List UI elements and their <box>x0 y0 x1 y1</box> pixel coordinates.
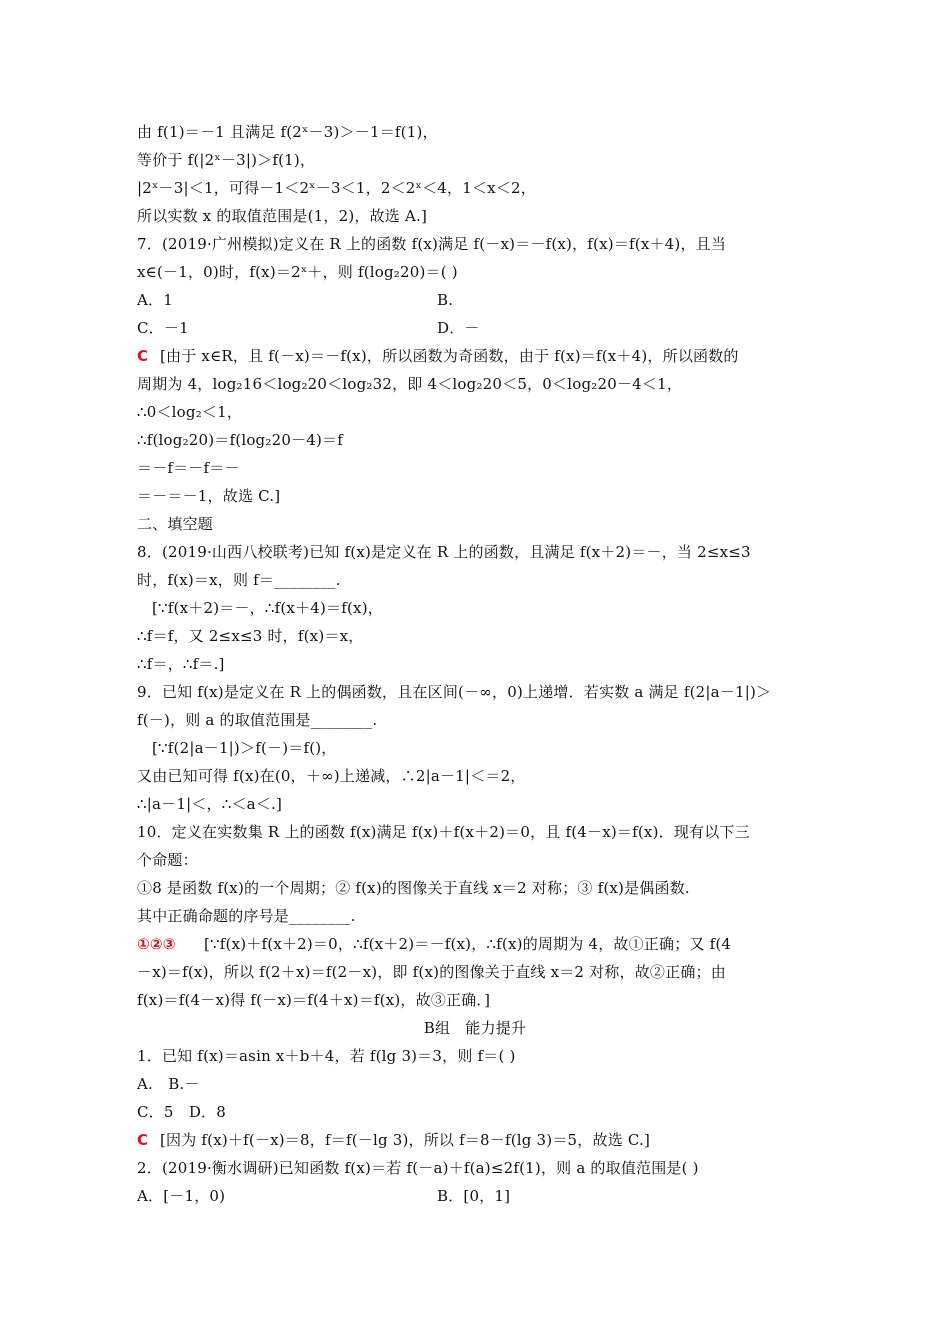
solution-line: ∴|a－1|＜，∴＜a＜.] <box>137 795 283 813</box>
solution-line: [由于 x∈R，且 f(－x)＝－f(x)，所以函数为奇函数，由于 f(x)＝f(x＋4)，所以函数的 <box>160 347 739 365</box>
option-b: B. <box>437 291 454 309</box>
solution-line: ∴f＝f，又 2≤x≤3 时，f(x)＝x， <box>137 627 364 645</box>
question-8: 8．(2019·山西八校联考)已知 f(x)是定义在 R 上的函数，且满足 f(x＋2)＝－，当 2≤x≤3 <box>137 543 751 561</box>
solution-line: －x)＝f(x)，所以 f(2＋x)＝f(2－x)，即 f(x)的图像关于直线 x＝2 对称，故②正确；由 <box>137 963 726 981</box>
solution-line: 又由已知可得 f(x)在(0，＋∞)上递减，∴2|a－1|＜＝2， <box>137 767 526 785</box>
question-7: 7．(2019·广州模拟)定义在 R 上的函数 f(x)满足 f(－x)＝－f(x)，f(x)＝f(x＋4)，且当 <box>137 235 727 253</box>
text-line: |2ˣ－3|＜1，可得－1＜2ˣ－3＜1，2＜2ˣ＜4，1＜x＜2， <box>137 179 536 197</box>
text-line: 个命题： <box>137 851 198 869</box>
solution-line: ＝－f＝－f＝－ <box>137 459 240 477</box>
solution-line: ∴f(log₂20)＝f(log₂20－4)＝f <box>137 431 344 449</box>
solution-line: 周期为 4，log₂16＜log₂20＜log₂32，即 4＜log₂20＜5，0＜log₂20－4＜1， <box>137 375 683 393</box>
option-b: B．[0，1] <box>437 1187 511 1205</box>
solution-line: ∴0＜log₂＜1， <box>137 403 243 421</box>
text-line: 所以实数 x 的取值范围是(1，2)，故选 A.] <box>137 207 428 225</box>
answer-mark: C <box>137 347 149 365</box>
option-cd: C．5 D．8 <box>137 1103 226 1121</box>
solution-line: [∵f(x)＋f(x＋2)＝0，∴f(x＋2)＝－f(x)，∴f(x)的周期为 4，故①正确；又 f(4 <box>204 935 732 953</box>
section-heading: 二、填空题 <box>137 515 214 533</box>
text-line: x∈(－1，0)时，f(x)＝2ˣ＋，则 f(log₂20)＝( ) <box>137 263 458 281</box>
question-9: 9．已知 f(x)是定义在 R 上的偶函数，且在区间(－∞，0)上递增．若实数 a 满足 f(2|a－1|)＞ <box>137 683 772 701</box>
question-b1: 1．已知 f(x)＝asin x＋b＋4，若 f(lg 3)＝3，则 f＝( ) <box>137 1047 516 1065</box>
option-c: C．－1 <box>137 319 189 337</box>
question-b2: 2．(2019·衡水调研)已知函数 f(x)＝若 f(－a)＋f(a)≤2f(1)，则 a 的取值范围是( ) <box>137 1159 699 1177</box>
solution-line: f(x)＝f(4－x)得 f(－x)＝f(4＋x)＝f(x)，故③正确．] <box>137 991 491 1009</box>
text-line: 时，f(x)＝x，则 f＝________. <box>137 571 341 589</box>
solution-line: [∵f(x＋2)＝－，∴f(x＋4)＝f(x)， <box>152 599 383 617</box>
solution-line: ＝－＝－1，故选 C.] <box>137 487 281 505</box>
solution-line: [因为 f(x)＋f(－x)＝8，f＝f(－lg 3)，所以 f＝8－f(lg 3)＝5，故选 C.] <box>160 1131 651 1149</box>
question-10: 10．定义在实数集 R 上的函数 f(x)满足 f(x)＋f(x＋2)＝0，且 f(4－x)＝f(x)．现有以下三 <box>137 823 750 841</box>
solution-line: ∴f＝，∴f＝.] <box>137 655 225 673</box>
option-a: A．[－1，0) <box>137 1187 226 1205</box>
answer-mark: C <box>137 1131 149 1149</box>
option-ab: A. B.－ <box>137 1075 200 1093</box>
solution-line: [∵f(2|a－1|)＞f(－)＝f()， <box>152 739 337 757</box>
text-line: 等价于 f(|2ˣ－3|)＞f(1)， <box>137 151 316 169</box>
group-heading: B组 能力提升 <box>423 1019 527 1037</box>
option-d: D．－ <box>437 319 480 337</box>
text-line: f(－)，则 a 的取值范围是________. <box>137 711 378 729</box>
answer-mark: ①②③ <box>137 935 176 953</box>
text-line: 其中正确命题的序号是________. <box>137 907 356 925</box>
text-line: ①8 是函数 f(x)的一个周期；② f(x)的图像关于直线 x＝2 对称；③ f(x)是偶函数. <box>137 879 690 897</box>
option-a: A．1 <box>137 291 173 309</box>
text-line: 由 f(1)＝－1 且满足 f(2ˣ－3)＞－1＝f(1)， <box>137 123 438 141</box>
